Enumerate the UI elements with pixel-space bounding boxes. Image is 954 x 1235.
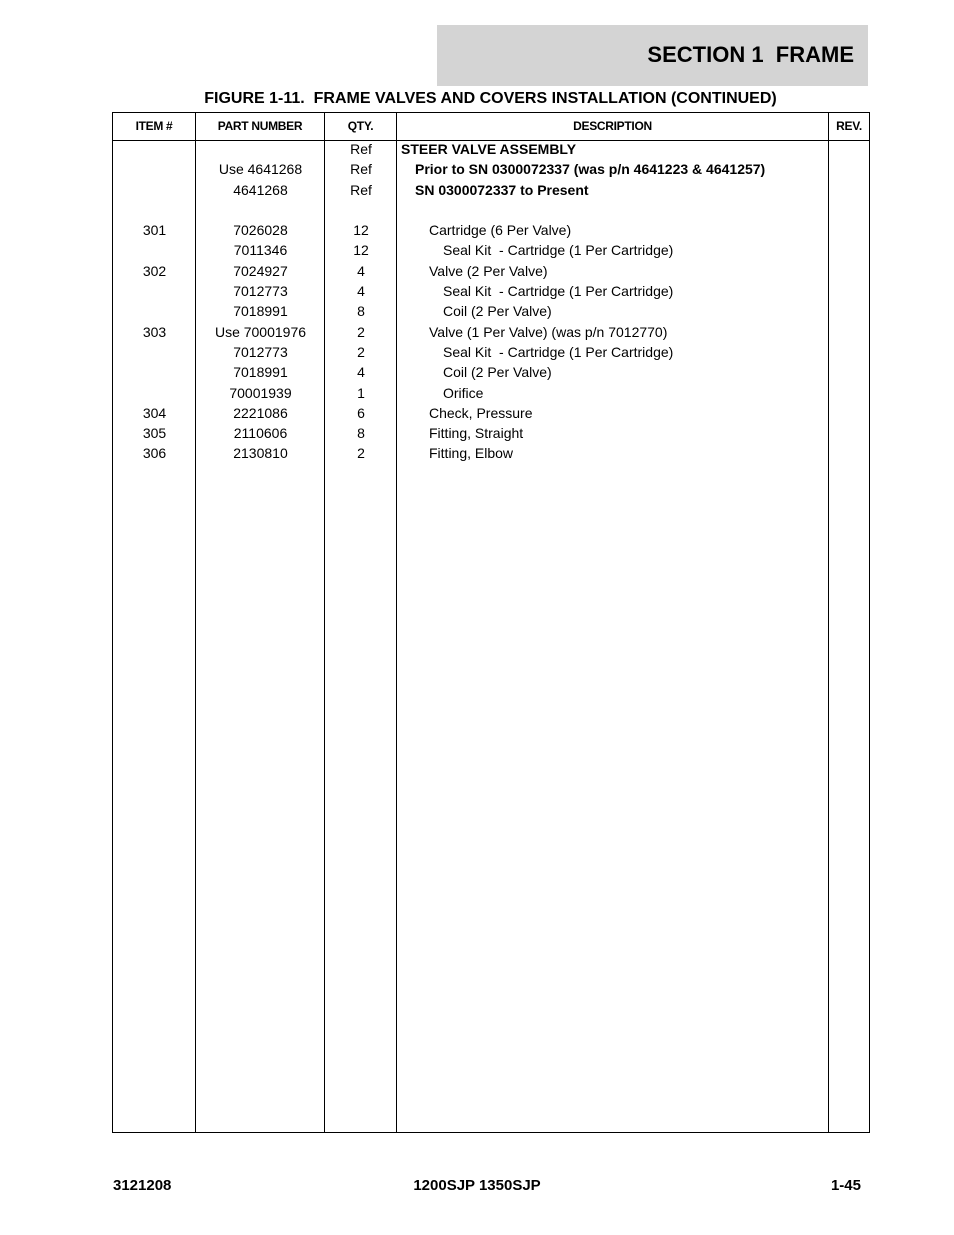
table-row: [113, 141, 869, 161]
column-header-description: DESCRIPTION: [573, 119, 652, 133]
quantity-cell: 4: [357, 283, 365, 300]
quantity-cell: Ref: [350, 161, 372, 178]
part-number-cell: 2110606: [233, 425, 288, 442]
quantity-cell: 2: [357, 445, 365, 462]
part-number-cell: 2221086: [233, 404, 288, 421]
quantity-cell: 4: [357, 262, 365, 279]
quantity-cell: 6: [357, 404, 365, 421]
table-row: [113, 242, 869, 262]
parts-table: [112, 112, 870, 1133]
table-row: [113, 283, 869, 303]
part-number-cell: 7018991: [233, 364, 288, 381]
table-row: [113, 303, 869, 323]
quantity-cell: 4: [357, 364, 365, 381]
quantity-cell: 12: [353, 222, 369, 239]
part-number-cell: Use 70001976: [214, 323, 307, 340]
section-header-box: [437, 25, 868, 86]
table-row: [113, 425, 869, 445]
quantity-cell: 2: [357, 323, 365, 340]
description-cell: Orifice: [443, 384, 484, 401]
quantity-cell: 1: [357, 384, 365, 401]
part-number-cell: 7012773: [233, 343, 288, 360]
footer-page-number: 1-45: [830, 1177, 861, 1194]
description-cell: STEER VALVE ASSEMBLY: [401, 141, 577, 157]
column-header-qty: QTY.: [347, 119, 374, 133]
table-row: [113, 364, 869, 384]
description-cell: Seal Kit - Cartridge (1 Per Cartridge): [443, 242, 674, 259]
table-row: [113, 222, 869, 242]
description-cell: Prior to SN 0300072337 (was p/n 4641223 & 4641257): [415, 161, 766, 178]
table-row: [113, 182, 869, 202]
item-number-cell: 301: [142, 222, 167, 239]
part-number-cell: 7024927: [233, 262, 288, 279]
description-cell: Coil (2 Per Valve): [443, 303, 552, 320]
description-cell: Valve (2 Per Valve): [429, 262, 548, 279]
section-title: SECTION 1 FRAME: [647, 42, 854, 67]
table-row: [113, 263, 869, 283]
footer-doc-number: 3121208: [113, 1177, 172, 1194]
quantity-cell: Ref: [350, 141, 372, 157]
description-cell: Seal Kit - Cartridge (1 Per Cartridge): [443, 343, 674, 360]
description-cell: Valve (1 Per Valve) (was p/n 7012770): [429, 323, 668, 340]
column-header-item: ITEM #: [135, 119, 173, 133]
table-row: [113, 202, 869, 222]
item-number-cell: 305: [142, 425, 167, 442]
footer-models: 1200SJP 1350SJP: [413, 1177, 541, 1194]
quantity-cell: 12: [353, 242, 369, 259]
table-row: [113, 385, 869, 405]
quantity-cell: 8: [357, 425, 365, 442]
table-row: [113, 445, 869, 465]
description-cell: Check, Pressure: [429, 404, 533, 421]
description-cell: Cartridge (6 Per Valve): [429, 222, 572, 239]
part-number-cell: 7018991: [233, 303, 288, 320]
part-number-cell: 2130810: [233, 445, 288, 462]
table-row: [113, 161, 869, 181]
table-row: [113, 344, 869, 364]
description-cell: Fitting, Straight: [429, 425, 524, 442]
quantity-cell: 8: [357, 303, 365, 320]
item-number-cell: 304: [142, 404, 167, 421]
table-body: [113, 141, 869, 466]
part-number-cell: 70001939: [229, 384, 292, 401]
item-number-cell: 302: [142, 262, 167, 279]
quantity-cell: Ref: [350, 181, 372, 198]
column-header-rev: REV.: [836, 119, 862, 133]
part-number-cell: 7012773: [233, 283, 288, 300]
item-number-cell: 303: [142, 323, 167, 340]
item-number-cell: 306: [142, 445, 167, 462]
part-number-cell: 4641268: [233, 181, 288, 198]
part-number-cell: Use 4641268: [218, 161, 303, 178]
part-number-cell: 7011346: [233, 242, 288, 259]
description-cell: SN 0300072337 to Present: [415, 181, 589, 198]
description-cell: Coil (2 Per Valve): [443, 364, 552, 381]
column-header-part-number: PART NUMBER: [217, 119, 303, 133]
quantity-cell: 2: [357, 343, 365, 360]
description-cell: Fitting, Elbow: [429, 445, 514, 462]
table-row: [113, 324, 869, 344]
part-number-cell: 7026028: [233, 222, 288, 239]
table-row: [113, 405, 869, 425]
description-cell: Seal Kit - Cartridge (1 Per Cartridge): [443, 283, 674, 300]
figure-title: FIGURE 1-11. FRAME VALVES AND COVERS INSTALLATION (CONTINUED): [204, 90, 777, 107]
